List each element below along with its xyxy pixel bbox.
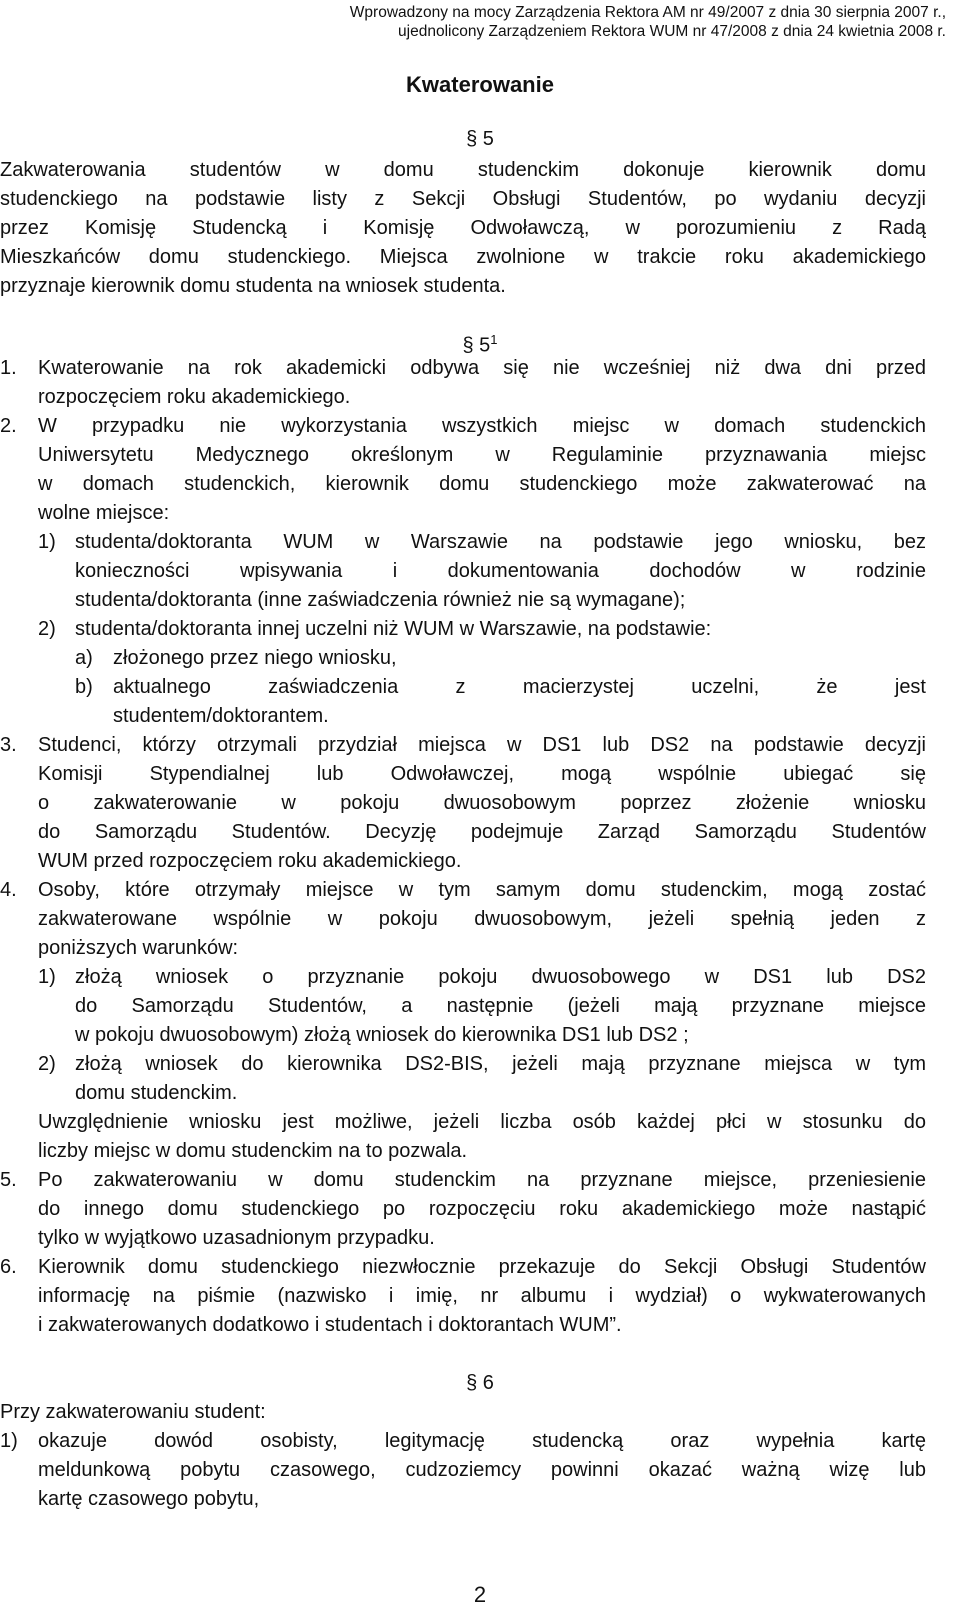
paragraph-line: studenta/doktoranta innej uczelni niż WUM w Warszawie, na podstawie: bbox=[75, 618, 712, 640]
paragraph-line: przyznaje kierownik domu studenta na wniosek studenta. bbox=[0, 275, 506, 297]
section-heading-5-1 bbox=[0, 325, 960, 357]
paragraph-line: Kierownik domu studenckiego niezwłocznie przekazuje do Sekcji Obsługi Studentów bbox=[38, 1256, 926, 1278]
paragraph-line: aktualnego zaświadczenia z macierzystej uczelni, że jest bbox=[113, 676, 926, 698]
item-number: 3. bbox=[0, 734, 17, 756]
paragraph-line: Osoby, które otrzymały miejsce w tym samym domu studenckim, mogą zostać bbox=[38, 879, 926, 901]
paragraph-line: w domach studenckich, kierownik domu studenckiego może zakwaterować na bbox=[38, 473, 926, 495]
item-number: 2) bbox=[38, 1053, 56, 1075]
item-number: 2. bbox=[0, 415, 17, 437]
item-number: 4. bbox=[0, 879, 17, 901]
paragraph-line: i zakwaterowanych dodatkowo i studentach i doktorantach WUM”. bbox=[38, 1314, 622, 1336]
paragraph-line: o zakwaterowanie w pokoju dwuosobowym poprzez złożenie wniosku bbox=[38, 792, 926, 814]
paragraph-line: Komisji Stypendialnej lub Odwoławczej, mogą wspólnie ubiegać się bbox=[38, 763, 926, 785]
paragraph-line: meldunkową pobytu czasowego, cudzoziemcy powinni okazać ważną wizę lub bbox=[38, 1459, 926, 1481]
section-heading-5: § 5 bbox=[466, 128, 494, 150]
paragraph-line: Mieszkańców domu studenckiego. Miejsca zwolnione w trakcie roku akademickiego bbox=[0, 246, 926, 268]
header-line-2: ujednolicony Zarządzeniem Rektora WUM nr 47/2008 z dnia 24 kwietnia 2008 r. bbox=[398, 23, 946, 40]
item-letter: a) bbox=[75, 647, 93, 669]
paragraph-line: informację na piśmie (nazwisko i imię, nr albumu i wydział) o wykwaterowanych bbox=[38, 1285, 926, 1307]
item-number: 1. bbox=[0, 357, 17, 379]
paragraph-line: Zakwaterowania studentów w domu studenckim dokonuje kierownik domu bbox=[0, 159, 926, 181]
paragraph-line: studenckiego na podstawie listy z Sekcji Obsługi Studentów, po wydaniu decyzji bbox=[0, 188, 926, 210]
paragraph-line: Uwzględnienie wniosku jest możliwe, jeżeli liczba osób każdej płci w stosunku do bbox=[38, 1111, 926, 1133]
paragraph-line: złożonego przez niego wniosku, bbox=[113, 647, 397, 669]
paragraph-line: kartę czasowego pobytu, bbox=[38, 1488, 260, 1510]
paragraph-line: Uniwersytetu Medycznego określonym w Regulaminie przyznawania miejsc bbox=[38, 444, 926, 466]
page-number: 2 bbox=[473, 1582, 487, 1607]
paragraph-line: domu studenckim. bbox=[75, 1082, 238, 1104]
paragraph-line: studentem/doktorantem. bbox=[113, 705, 329, 727]
paragraph-line: Studenci, którzy otrzymali przydział miejsca w DS1 lub DS2 na podstawie decyzji bbox=[38, 734, 926, 756]
paragraph-line: przez Komisję Studencką i Komisję Odwoławczą, w porozumieniu z Radą bbox=[0, 217, 926, 239]
paragraph-line: złożą wniosek o przyznanie pokoju dwuosobowego w DS1 lub DS2 bbox=[75, 966, 926, 988]
paragraph-line: Przy zakwaterowaniu student: bbox=[0, 1401, 266, 1423]
paragraph-line: studenta/doktoranta WUM w Warszawie na podstawie jego wniosku, bez bbox=[75, 531, 926, 553]
paragraph-line: WUM przed rozpoczęciem roku akademickiego. bbox=[38, 850, 462, 872]
paragraph-line: w pokoju dwuosobowym) złożą wniosek do kierownika DS1 lub DS2 ; bbox=[75, 1024, 689, 1046]
paragraph-line: do Samorządu Studentów, a następnie (jeżeli mają przyznane miejsce bbox=[75, 995, 926, 1017]
paragraph-line: do innego domu studenckiego po rozpoczęciu roku akademickiego może nastąpić bbox=[38, 1198, 926, 1220]
paragraph-line: studenta/doktoranta (inne zaświadczenia również nie są wymagane); bbox=[75, 589, 686, 611]
item-number: 1) bbox=[0, 1430, 18, 1452]
paragraph-line: zakwaterowane wspólnie w pokoju dwuosobowym, jeżeli spełnią jeden z bbox=[38, 908, 926, 930]
paragraph-line: liczby miejsc w domu studenckim na to pozwala. bbox=[38, 1140, 468, 1162]
paragraph-line: okazuje dowód osobisty, legitymację studencką oraz wypełnia kartę bbox=[38, 1430, 926, 1452]
item-number: 1) bbox=[38, 966, 56, 988]
document-title: Kwaterowanie bbox=[406, 72, 554, 97]
paragraph-line: poniższych warunków: bbox=[38, 937, 239, 959]
item-number: 6. bbox=[0, 1256, 17, 1278]
item-number: 5. bbox=[0, 1169, 17, 1191]
item-letter: b) bbox=[75, 676, 93, 698]
section-heading-6: § 6 bbox=[466, 1372, 494, 1394]
section-heading-superscript: 1 bbox=[490, 332, 498, 347]
paragraph-line: rozpoczęciem roku akademickiego. bbox=[38, 386, 351, 408]
paragraph-line: złożą wniosek do kierownika DS2-BIS, jeżeli mają przyznane miejsca w tym bbox=[75, 1053, 926, 1075]
paragraph-line: wolne miejsce: bbox=[38, 502, 170, 524]
section-heading-text: § 5 bbox=[462, 334, 491, 357]
paragraph-line: Po zakwaterowaniu w domu studenckim na przyznane miejsce, przeniesienie bbox=[38, 1169, 926, 1191]
paragraph-line: W przypadku nie wykorzystania wszystkich miejsc w domach studenckich bbox=[38, 415, 926, 437]
item-number: 2) bbox=[38, 618, 56, 640]
paragraph-line: do Samorządu Studentów. Decyzję podejmuje Zarząd Samorządu Studentów bbox=[38, 821, 926, 843]
paragraph-line: tylko w wyjątkowo uzasadnionym przypadku. bbox=[38, 1227, 435, 1249]
item-number: 1) bbox=[38, 531, 56, 553]
header-line-1: Wprowadzony na mocy Zarządzenia Rektora AM nr 49/2007 z dnia 30 sierpnia 2007 r., bbox=[349, 4, 946, 21]
paragraph-line: Kwaterowanie na rok akademicki odbywa się nie wcześniej niż dwa dni przed bbox=[38, 357, 926, 379]
paragraph-line: konieczności wpisywania i dokumentowania dochodów w rodzinie bbox=[75, 560, 926, 582]
